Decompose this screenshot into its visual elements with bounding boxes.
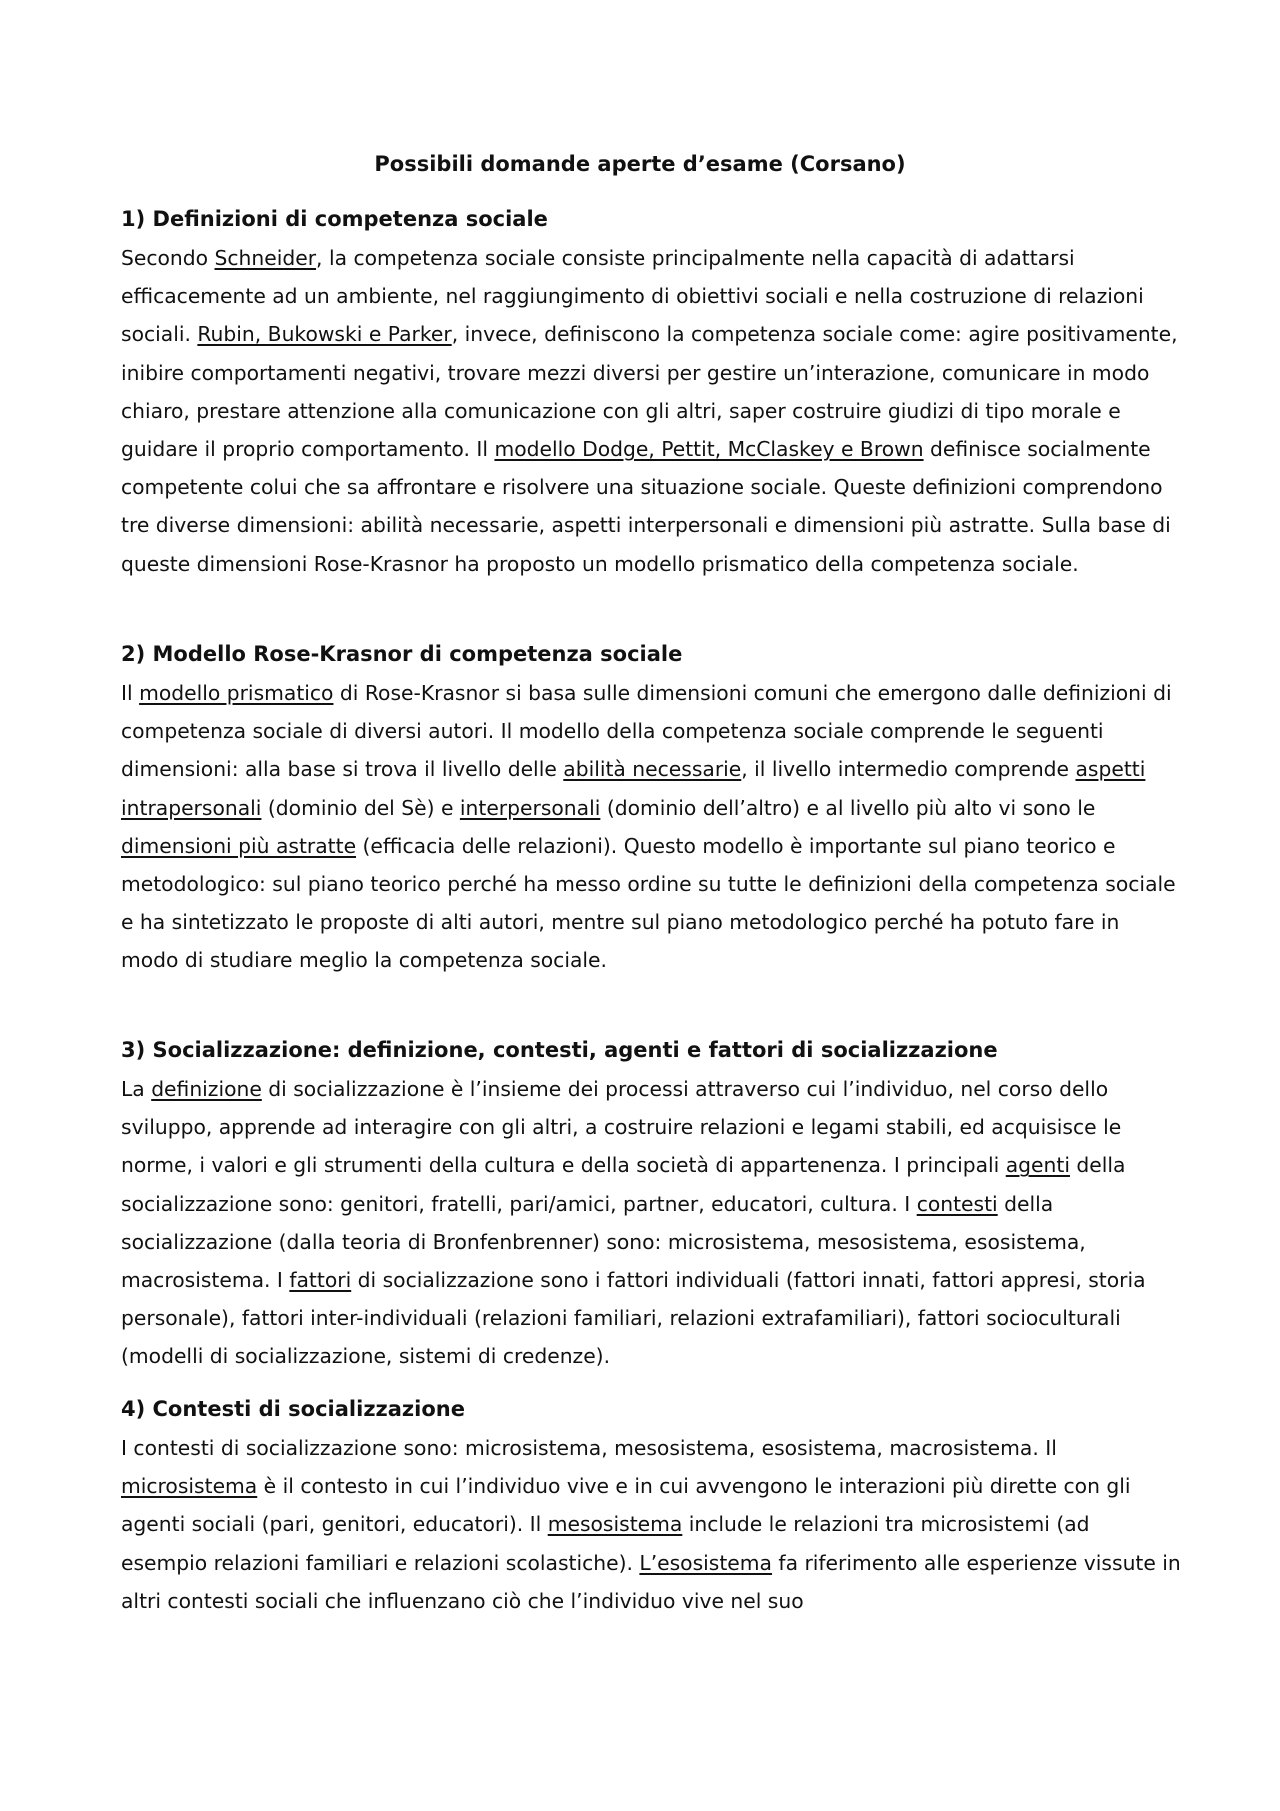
text-run: La xyxy=(121,1077,152,1101)
section-heading: 1) Definizioni di competenza sociale xyxy=(121,207,548,231)
underlined-term: Schneider xyxy=(214,246,317,270)
text-run: (dominio del Sè) e xyxy=(261,795,460,820)
text-run: della socializzazione (dalla teoria di Bronfenbrenner) sono: microsistema, mesosistema, esosistema, macrosistema. I xyxy=(121,1191,1086,1293)
underlined-term: mesosistema xyxy=(547,1512,683,1537)
section-heading: 3) Socializzazione: definizione, contesti, agenti e fattori di socializzazione xyxy=(121,1038,998,1062)
underlined-term: microsistema xyxy=(121,1474,258,1499)
section-body xyxy=(121,674,1181,980)
underlined-term: aspetti intrapersonali xyxy=(121,757,1146,820)
section-1 xyxy=(121,205,1181,583)
text-run: (efficacia delle relazioni). Questo modello è importante sul piano teorico e metodologico: sul piano teorico perché ha messo ordine su tutte le definizioni della competenza sociale e ha sintetizzato le proposte di alti autori, mentre sul piano metodologico perché ha potuto fare in modo di studiare meglio la competenza sociale. xyxy=(121,833,1176,973)
text-run: di socializzazione è l’insieme dei processi attraverso cui l’individuo, nel corso dello sviluppo, apprende ad interagire con gli altri, a costruire relazioni e legami stabili, ed acquisisce le norme, i valori e gli strumenti della cultura e della società di appartenenza. I principali xyxy=(121,1077,1122,1178)
underlined-term: definizione xyxy=(151,1077,262,1101)
underlined-term: L’esosistema xyxy=(639,1550,772,1575)
underlined-term: abilità necessarie xyxy=(563,757,742,782)
document-title: Possibili domande aperte d’esame (Corsano) xyxy=(374,152,906,176)
underlined-term: interpersonali xyxy=(459,795,601,820)
text-run: include le relazioni tra microsistemi (ad esempio relazioni familiari e relazioni scolastiche). xyxy=(121,1512,1090,1575)
text-run: della socializzazione sono: genitori, fratelli, pari/amici, partner, educatori, cultura. I xyxy=(121,1153,1126,1216)
text-run: , il livello intermedio comprende xyxy=(741,757,1076,782)
underlined-term: Rubin, Bukowski e Parker xyxy=(197,322,452,347)
text-run: , invece, definiscono la competenza sociale come: agire positivamente, inibire comportamenti negativi, trovare mezzi diversi per gestire un’interazione, comunicare in modo chiaro, prestare attenzione alla comunicazione con gli altri, saper costruire giudizi di tipo morale e guidare il proprio comportamento. Il xyxy=(121,322,1178,462)
text-run: fa riferimento alle esperienze vissute in altri contesti sociali che influenzano ciò che l’individuo vive nel suo xyxy=(121,1550,1181,1613)
section-body xyxy=(121,1070,1181,1376)
underlined-term: fattori xyxy=(289,1268,352,1293)
underlined-term: agenti xyxy=(1005,1153,1070,1178)
section-3 xyxy=(121,1036,1181,1376)
text-run: di Rose-Krasnor si basa sulle dimensioni comuni che emergono dalle definizioni di competenza sociale di diversi autori. Il modello della competenza sociale comprende le seguenti dimensioni: alla base si trova il livello delle xyxy=(121,681,1172,782)
section-heading: 2) Modello Rose-Krasnor di competenza sociale xyxy=(121,642,683,666)
section-2 xyxy=(121,640,1181,980)
underlined-term: contesti xyxy=(916,1191,998,1216)
underlined-term: modello Dodge, Pettit, McClaskey e Brown xyxy=(494,437,924,462)
section-heading: 4) Contesti di socializzazione xyxy=(121,1397,465,1421)
text-run: Secondo xyxy=(121,246,215,270)
text-run: è il contesto in cui l’individuo vive e in cui avvengono le interazioni più dirette con gli agenti sociali (pari, genitori, educatori). Il xyxy=(121,1474,1131,1537)
section-body xyxy=(121,239,1181,583)
section-body xyxy=(121,1429,1181,1620)
text-run: (dominio dell’altro) e al livello più alto vi sono le xyxy=(600,795,1096,820)
text-run: di socializzazione sono i fattori individuali (fattori innati, fattori appresi, storia personale), fattori inter-individuali (relazioni familiari, relazioni extrafamiliari), fattori socioculturali (modelli di socializzazione, sistemi di credenze). xyxy=(121,1268,1146,1369)
text-run: , la competenza sociale consiste principalmente nella capacità di adattarsi efficacemente ad un ambiente, nel raggiungimento di obiettivi sociali e nella costruzione di relazioni sociali. xyxy=(121,246,1144,347)
text-run: I contesti di socializzazione sono: microsistema, mesosistema, esosistema, macrosistema. Il xyxy=(121,1436,1057,1460)
section-4 xyxy=(121,1395,1181,1620)
underlined-term: modello prismatico xyxy=(139,681,334,705)
underlined-term: dimensioni più astratte xyxy=(121,833,357,858)
text-run: Il xyxy=(121,681,140,705)
text-run: definisce socialmente competente colui che sa affrontare e risolvere una situazione sociale. Queste definizioni comprendono tre diverse dimensioni: abilità necessarie, aspetti interpersonali e dimensioni più astratte. Sulla base di queste dimensioni Rose-Krasnor ha proposto un modello prismatico della competenza sociale. xyxy=(121,437,1171,576)
